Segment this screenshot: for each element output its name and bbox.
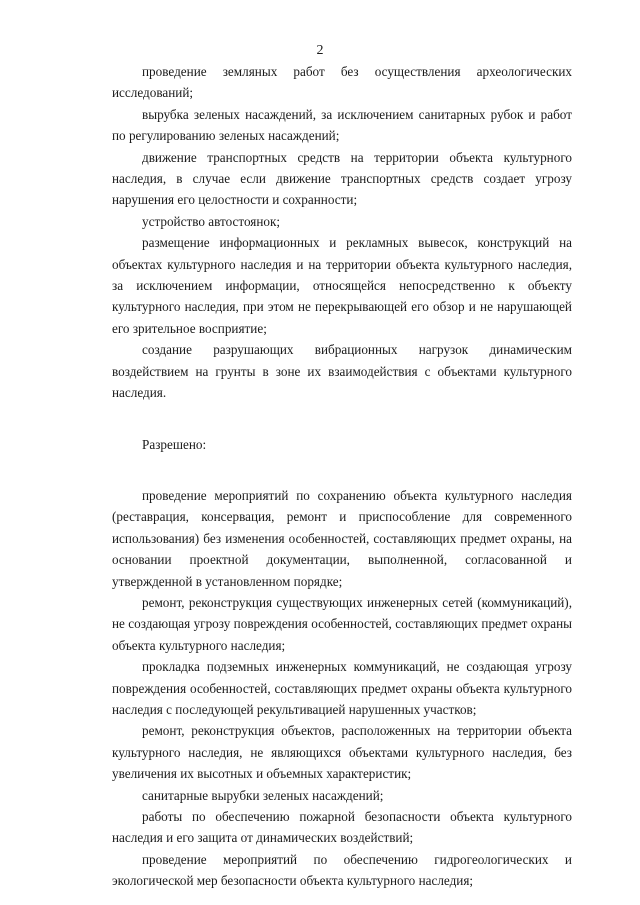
list-item: проведение мероприятий по обеспечению гидрогеологических и экологической мер безопасности объекта культурного наследия; [112, 851, 572, 889]
list-item: вырубка зеленых насаждений, за исключением санитарных рубок и работ по регулированию зеленых насаждений; [112, 106, 572, 144]
list-item: ремонт, реконструкция объектов, расположенных на территории объекта культурного наследия, не являющихся объектами культурного наследия, без увеличения их высотных и объемных характеристик; [112, 723, 572, 782]
list-item: проведение мероприятий по сохранению объекта культурного наследия (реставрация, консервация, ремонт и приспособление для современного использования) без изменения особенностей, составляющих предмет охраны, на основании проектной документации, выполненной, согласованной и утвержденной в установленном порядке; [112, 487, 572, 589]
list-item: устройство автостоянок; [142, 213, 281, 229]
prohibited-list [112, 61, 572, 404]
permitted-heading-block [112, 434, 572, 455]
page-number: 2 [316, 43, 324, 58]
permitted-list [112, 485, 572, 892]
section-heading: Разрешено: [142, 436, 207, 452]
list-item: проведение земляных работ без осуществления археологических исследований; [112, 64, 572, 101]
list-item: создание разрушающих вибрационных нагрузок динамическим воздействием на грунты в зоне их взаимодействия с объектами культурного наследия. [112, 342, 572, 401]
list-item: размещение информационных и рекламных вывесок, конструкций на объектах культурного наследия и на территории объекта культурного наследия, за исключением информации, относящейся непосредственно к объекту культурного наследия, при этом не перекрывающей его обзор и не нарушающей его зрительное восприятие; [112, 235, 572, 336]
list-item: работы по обеспечению пожарной безопасности объекта культурного наследия и его защита от динамических воздействий; [112, 809, 572, 846]
list-item: прокладка подземных инженерных коммуникаций, не создающая угрозу повреждения особенностей, составляющих предмет охраны объекта культурного наследия с последующей рекультивацией нарушенных участков; [112, 659, 572, 717]
list-item: движение транспортных средств на территории объекта культурного наследия, в случае если движение транспортных средств создает угрозу нарушения его целостности и сохранности; [112, 149, 572, 208]
list-item: ремонт, реконструкция существующих инженерных сетей (коммуникаций), не создающая угрозу повреждения особенностей, составляющих предмет охраны объекта культурного наследия; [112, 594, 572, 653]
document-body [112, 61, 572, 892]
list-item: санитарные вырубки зеленых насаждений; [142, 787, 384, 803]
